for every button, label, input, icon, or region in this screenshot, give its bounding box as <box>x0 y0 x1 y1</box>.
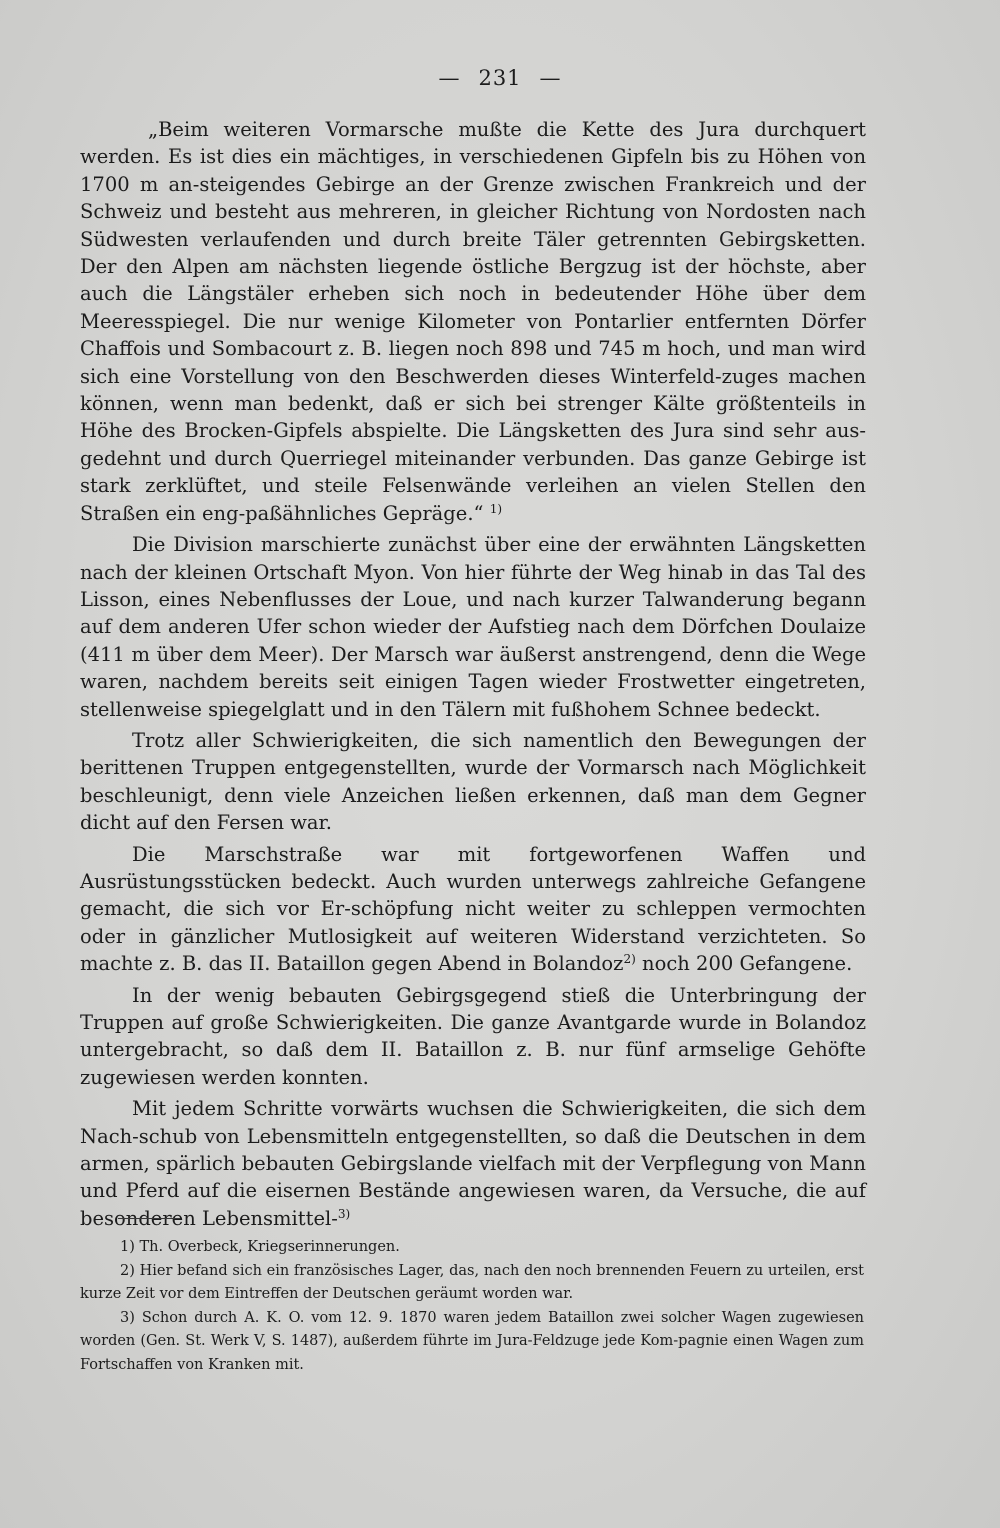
paragraph <box>80 1095 866 1232</box>
page-number-dash-right: — <box>539 66 562 90</box>
paragraph <box>80 531 866 723</box>
paragraph <box>80 727 866 837</box>
page-number-dash-left: — <box>438 66 461 90</box>
footnote <box>80 1236 864 1260</box>
paragraph-text: Die Division marschierte zunächst über eine der erwähnten Längsketten nach der kleinen Ortschaft Myon. Von hier führte der Weg hinab in das Tal des Lisson, eines Nebenflusses der Loue, und nach kurzer Talwanderung begann auf dem anderen Ufer schon wieder der Aufstieg nach dem Dörfchen Doulaize (411 m über dem Meer). Der Marsch war äußerst anstrengend, denn die Wege waren, nachdem bereits seit einigen Tagen wieder Frostwetter eingetreten, stellenweise spiegelglatt und in den Tälern mit fußhohem Schnee bedeckt. <box>80 533 866 721</box>
footnote-divider <box>118 1218 180 1219</box>
footnote-ref: 3) <box>337 1206 351 1221</box>
footnote-mark: 1) <box>120 1239 135 1255</box>
footnote <box>80 1260 864 1307</box>
paragraph-text: Trotz aller Schwierigkeiten, die sich namentlich den Bewegungen der berittenen Truppen entgegenstellten, wurde der Vormarsch nach Möglichkeit beschleunigt, denn viele Anzeichen ließen erkennen, daß man dem Gegner dicht auf den Fersen war. <box>80 728 866 835</box>
footnote-text: Schon durch A. K. O. vom 12. 9. 1870 waren jedem Bataillon zwei solcher Wagen zugewiesen worden (Gen. St. Werk V, S. 1487), außerdem führte im Jura-Feldzuge jede Kom-pagnie einen Wagen zum Fortschaffen von Kranken mit. <box>80 1309 864 1373</box>
paragraph <box>80 841 866 978</box>
footnote <box>80 1307 864 1378</box>
paragraph-quote <box>80 116 866 527</box>
footnote-text: Th. Overbeck, Kriegserinnerungen. <box>134 1239 400 1255</box>
footnote-ref: 2) <box>623 951 636 966</box>
footnotes <box>80 1236 864 1377</box>
paragraph-text: „Beim weiteren Vormarsche mußte die Kette des Jura durchquert werden. Es ist dies ein mächtiges, in verschiedenen Gipfeln bis zu Höhen von 1700 m an-steigendes Gebirge an der Grenze zwischen Frankreich und der Schweiz und besteht aus mehreren, in gleicher Richtung von Nordosten nach Südwesten verlaufenden und durch breite Täler getrennten Gebirgsketten. Der den Alpen am nächsten liegende östliche Bergzug ist der höchste, aber auch die Längstäler erheben sich noch in bedeutender Höhe über dem Meeresspiegel. Die nur wenige Kilometer von Pontarlier entfernten Dörfer Chaffois und Sombacourt z. B. liegen noch 898 und 745 m hoch, und man wird sich eine Vorstellung von den Beschwerden dieses Winterfeld-zuges machen können, wenn man bedenkt, daß er sich bei strenger Kälte größtenteils in Höhe des Brocken-Gipfels abspielte. Die Längsketten des Jura sind sehr aus-gedehnt und durch Querriegel miteinander verbunden. Das ganze Gebirge ist stark zerklüftet, und steile Felsenwände verleihen an vielen Stellen den Straßen ein eng-paßähnliches Gepräge.“ <box>80 118 866 525</box>
paragraph-text: In der wenig bebauten Gebirgsgegend stieß die Unterbringung der Truppen auf große Schwierigkeiten. Die ganze Avantgarde wurde in Bolandoz untergebracht, so daß dem II. Bataillon z. B. nur fünf armselige Gehöfte zugewiesen werden konnten. <box>80 983 866 1089</box>
page-number-header <box>0 66 1000 90</box>
footnote-mark: 3) <box>120 1309 135 1326</box>
paragraph <box>80 982 866 1092</box>
paragraph-text: Mit jedem Schritte vorwärts wuchsen die Schwierigkeiten, die sich dem Nach-schub von Lebensmitteln entgegenstellten, so daß die Deutschen in dem armen, spärlich bebauten Gebirgslande vielfach mit der Verpflegung von Mann und Pferd auf die eisernen Bestände angewiesen waren, da Versuche, die auf besonderen Lebensmittel- <box>80 1097 866 1230</box>
footnote-ref: 1) <box>489 501 503 516</box>
page-number: 231 <box>478 66 522 90</box>
paragraph-text: Die Marschstraße war mit fortgeworfenen Waffen und Ausrüstungsstücken bedeckt. Auch wurden unterwegs zahlreiche Gefangene gemacht, die sich vor Er-schöpfung nicht weiter zu schleppen vermochten oder in gänzlicher Mutlosigkeit auf weiteren Widerstand verzichteten. So machte z. B. das II. Bataillon gegen Abend in Bolandoz <box>80 842 866 976</box>
paragraph-text: noch 200 Gefangene. <box>635 952 853 976</box>
main-text <box>80 116 866 1232</box>
footnote-text: Hier befand sich ein französisches Lager, das, nach den noch brennenden Feuern zu urteilen, erst kurze Zeit vor dem Eintreffen der Deutschen geräumt worden war. <box>80 1262 864 1302</box>
footnote-mark: 2) <box>120 1262 135 1279</box>
